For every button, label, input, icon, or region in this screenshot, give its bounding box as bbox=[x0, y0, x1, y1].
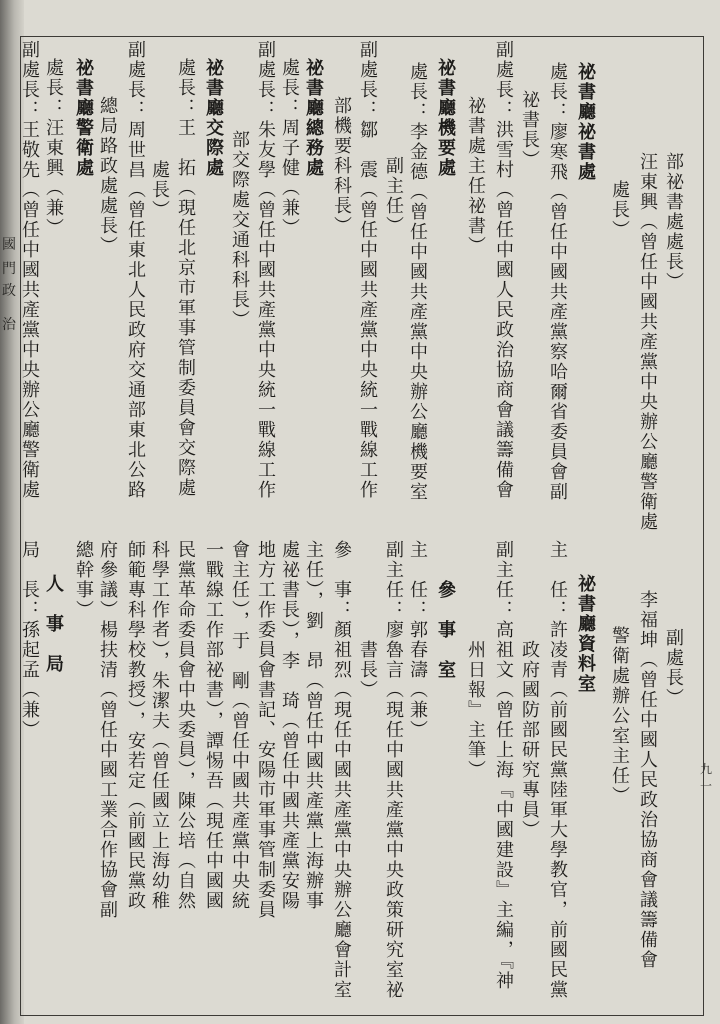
text-column: 處長：廖寒飛（曾任中國共產黨察哈爾省委員會副 bbox=[547, 62, 568, 502]
text-column: 部交際處交通科科長） bbox=[229, 130, 250, 330]
text-column: 祕書長） bbox=[519, 90, 540, 170]
text-column: 祕書處主任祕書） bbox=[465, 96, 486, 256]
section-heading: 祕書廳警衛處 bbox=[73, 58, 94, 178]
section-heading: 祕書廳總務處 bbox=[303, 58, 324, 178]
text-column: 副處長） bbox=[663, 628, 684, 708]
margin-char: 政 bbox=[2, 283, 16, 299]
text-column: 地方工作委員會書記、安陽市軍事管制委員 bbox=[255, 540, 276, 920]
text-column: 州日報』主筆） bbox=[465, 640, 486, 780]
section-heading: 祕書廳祕書處 bbox=[575, 62, 596, 182]
text-column: 科學工作者），朱潔夫（曾任國立上海幼稚 bbox=[149, 540, 170, 911]
text-column: 總幹事） bbox=[73, 540, 94, 620]
text-column: 李福坤（曾任中國人民政治協商會議籌備會 bbox=[637, 590, 658, 970]
text-column: 總局路政處處長） bbox=[97, 96, 118, 256]
text-column: 書長） bbox=[357, 640, 378, 700]
text-column: 處長：周子健（兼） bbox=[279, 58, 300, 238]
margin-char: 治 bbox=[2, 317, 16, 333]
section-heading: 人 事 局 bbox=[43, 574, 64, 674]
text-column: 處長） bbox=[609, 180, 630, 240]
page-number: 九一 bbox=[700, 762, 713, 793]
section-heading: 參 事 室 bbox=[435, 580, 456, 680]
text-column: 部機要科科長） bbox=[331, 96, 352, 236]
section-heading: 祕書廳交際處 bbox=[203, 58, 224, 178]
text-column: 副主任：廖魯言（現任中國共產黨中央政策研究室祕 bbox=[383, 540, 404, 1000]
text-column: 主任），劉 昂（曾任中國共產黨上海辦事 bbox=[303, 540, 324, 911]
text-column: 處長：汪東興（兼） bbox=[43, 58, 64, 238]
text-column: 副處長：周世昌（曾任東北人民政府交通部東北公路 bbox=[125, 40, 146, 500]
text-column: 民黨革命委員會中央委員），陳公培（自然 bbox=[175, 540, 196, 911]
section-heading: 祕書廳機要處 bbox=[435, 58, 456, 178]
text-column: 副處長：王敬先（曾任中國共產黨中央辦公廳警衛處 bbox=[19, 40, 40, 500]
text-column: 警衛處辦公室主任） bbox=[609, 626, 630, 806]
text-column: 主 任：許凌青（前國民黨陸軍大學教官，前國民黨 bbox=[547, 540, 568, 1000]
text-column: 副處長：朱友學（曾任中國共產黨中央統一戰線工作 bbox=[255, 40, 276, 500]
margin-char: 門 bbox=[2, 261, 16, 277]
text-column: 處長：李金德（曾任中國共產黨中央辦公廳機要室 bbox=[407, 62, 428, 502]
section-heading: 祕書廳資料室 bbox=[575, 574, 596, 694]
text-column: 府參議）楊扶清（曾任中國工業合作協會副 bbox=[97, 540, 118, 920]
text-column: 處長：王 拓（現任北京市軍事管制委員會交際處 bbox=[175, 58, 196, 498]
text-column: 會主任），于 剛（曾任中國共產黨中央統 bbox=[229, 540, 250, 911]
text-column: 師範專科學校教授），安若定（前國民黨政 bbox=[125, 540, 146, 911]
text-column: 政府國防部研究專員） bbox=[519, 640, 540, 840]
text-column: 副主任） bbox=[383, 156, 404, 236]
text-column: 局 長：孫起孟（兼） bbox=[19, 540, 40, 740]
text-column: 處祕書長），李 琦（曾任中國共產黨安陽 bbox=[279, 540, 300, 911]
text-column: 副主任：高祖文（曾任上海『中國建設』主編，『神 bbox=[493, 540, 514, 991]
text-column: 處長） bbox=[149, 160, 170, 220]
text-column: 副處長：洪雪村（曾任中國人民政治協商會議籌備會 bbox=[493, 40, 514, 500]
text-column: 汪東興（曾任中國共產黨中央辦公廳警衛處 bbox=[637, 152, 658, 532]
text-column: 主 任：郭春濤（兼） bbox=[407, 540, 428, 740]
text-column: 一戰線工作部祕書），譚惕吾（現任中國國 bbox=[203, 540, 224, 911]
text-column: 參 事：顏祖烈（現任中國共產黨中央辦公廳會計室 bbox=[331, 540, 352, 1000]
margin-char: 國 bbox=[2, 237, 16, 253]
text-column: 部祕書處處長） bbox=[663, 152, 684, 292]
text-column: 副處長：鄒 震（曾任中國共產黨中央統一戰線工作 bbox=[357, 40, 378, 500]
